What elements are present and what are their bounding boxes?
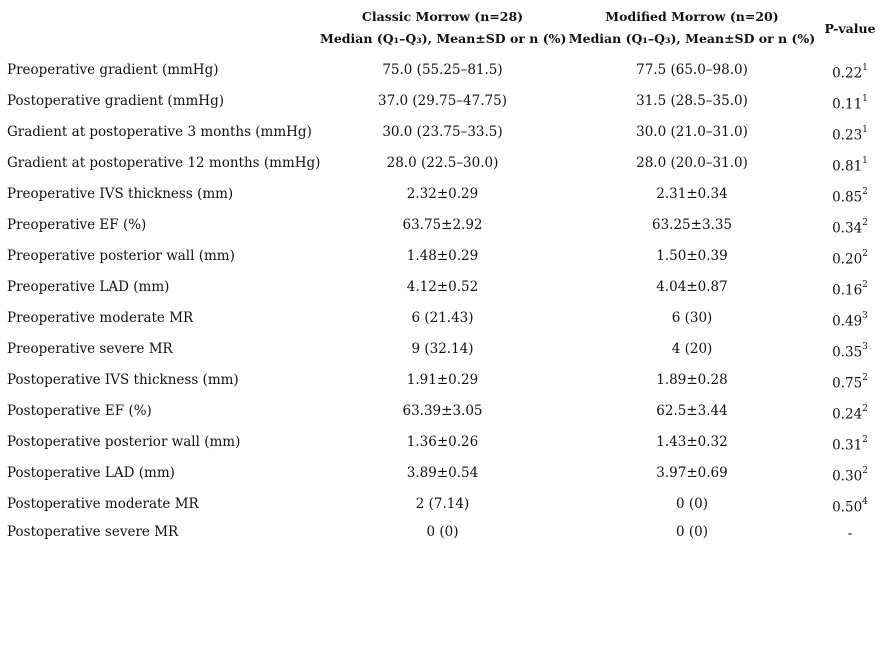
modified-morrow-value: 3.97±0.69	[656, 465, 728, 481]
modified-morrow-value: 77.5 (65.0–98.0)	[636, 62, 748, 78]
p-value: 0.11	[832, 96, 863, 113]
classic-morrow-value: 2 (7.14)	[415, 496, 470, 512]
footnote-marker: 1	[862, 63, 868, 73]
table-row	[0, 427, 886, 458]
row-label: Postoperative moderate MR	[7, 496, 199, 512]
footnote-marker: 1	[862, 156, 868, 166]
p-value-cell	[818, 179, 882, 214]
p-value-header: P-value	[824, 21, 876, 36]
footnote-marker: 1	[862, 94, 868, 104]
modified-morrow-value: 28.0 (20.0–31.0)	[636, 155, 748, 171]
table-row	[0, 86, 886, 117]
table-row	[0, 117, 886, 148]
modified-morrow-subtitle: Median (Q₁–Q₃), Mean±SD or n (%)	[568, 31, 816, 46]
table-row	[0, 272, 886, 303]
row-label: Postoperative gradient (mmHg)	[7, 93, 224, 109]
footnote-marker: 2	[862, 218, 868, 228]
modified-morrow-header	[568, 6, 816, 50]
modified-morrow-value: 4.04±0.87	[656, 279, 728, 295]
row-label: Gradient at postoperative 12 months (mmHg)	[7, 155, 321, 171]
classic-morrow-value: 63.75±2.92	[402, 217, 483, 233]
classic-morrow-value: 1.48±0.29	[406, 248, 479, 264]
row-label: Preoperative IVS thickness (mm)	[7, 186, 234, 202]
classic-morrow-value: 75.0 (55.25–81.5)	[382, 62, 503, 78]
p-value-cell	[818, 396, 882, 431]
footnote-marker: 2	[862, 466, 868, 476]
modified-morrow-value: 4 (20)	[671, 341, 713, 357]
modified-morrow-value: 0 (0)	[675, 524, 708, 540]
p-value: 0.22	[832, 65, 863, 82]
row-label: Preoperative gradient (mmHg)	[7, 62, 219, 78]
modified-morrow-value: 63.25±3.35	[651, 217, 733, 233]
table-row	[0, 334, 886, 365]
p-value: 0.30	[832, 468, 863, 485]
modified-morrow-value: 30.0 (21.0–31.0)	[636, 124, 748, 140]
footnote-marker: 3	[862, 342, 868, 352]
classic-morrow-value: 2.32±0.29	[406, 186, 479, 202]
p-value-cell	[818, 148, 882, 183]
p-value-cell	[818, 272, 882, 307]
table-row	[0, 517, 886, 548]
classic-morrow-value: 63.39±3.05	[402, 403, 483, 419]
classic-morrow-subtitle: Median (Q₁–Q₃), Mean±SD or n (%)	[320, 31, 567, 46]
classic-morrow-value: 28.0 (22.5–30.0)	[386, 155, 499, 171]
row-label: Postoperative LAD (mm)	[7, 465, 175, 481]
row-label: Postoperative severe MR	[7, 524, 179, 540]
p-value-cell	[818, 241, 882, 276]
p-value-cell	[818, 117, 882, 152]
classic-morrow-value: 0 (0)	[426, 524, 459, 540]
modified-morrow-value: 1.50±0.39	[656, 248, 728, 264]
footnote-marker: 2	[862, 404, 868, 414]
modified-morrow-value: 1.89±0.28	[656, 372, 728, 388]
classic-morrow-value: 3.89±0.54	[406, 465, 479, 481]
footnote-marker: 2	[862, 435, 868, 445]
table-row	[0, 179, 886, 210]
p-value: 0.24	[832, 406, 863, 423]
p-value-cell	[818, 55, 882, 90]
classic-morrow-value: 6 (21.43)	[411, 310, 474, 326]
classic-morrow-header	[320, 6, 565, 50]
footnote-marker: 2	[862, 187, 868, 197]
classic-morrow-value: 1.36±0.26	[406, 434, 479, 450]
modified-morrow-value: 2.31±0.34	[656, 186, 728, 202]
p-value: 0.35	[832, 344, 863, 361]
table-row	[0, 148, 886, 179]
row-label: Preoperative EF (%)	[7, 217, 147, 233]
table-row	[0, 396, 886, 427]
p-value-cell	[818, 517, 882, 550]
footnote-marker: 2	[862, 373, 868, 383]
p-value: 0.50	[832, 499, 863, 516]
modified-morrow-title: Modified Morrow (n=20)	[605, 9, 779, 24]
row-label: Gradient at postoperative 3 months (mmHg)	[7, 124, 312, 140]
modified-morrow-value: 1.43±0.32	[656, 434, 728, 450]
p-value: 0.49	[832, 313, 863, 330]
classic-morrow-value: 30.0 (23.75–33.5)	[382, 124, 503, 140]
modified-morrow-value: 62.5±3.44	[656, 403, 728, 419]
classic-morrow-title: Classic Morrow (n=28)	[361, 9, 524, 24]
table-row	[0, 241, 886, 272]
row-label: Postoperative posterior wall (mm)	[7, 434, 241, 450]
p-value: 0.34	[832, 220, 863, 237]
p-value-cell	[818, 86, 882, 121]
p-value-cell	[818, 210, 882, 245]
p-value: 0.16	[832, 282, 863, 299]
row-label: Preoperative LAD (mm)	[7, 279, 170, 295]
modified-morrow-value: 0 (0)	[675, 496, 708, 512]
p-value: 0.75	[832, 375, 863, 392]
row-label: Preoperative moderate MR	[7, 310, 194, 326]
p-value: 0.23	[832, 127, 863, 144]
table-row	[0, 210, 886, 241]
row-label: Preoperative posterior wall (mm)	[7, 248, 235, 264]
classic-morrow-value: 4.12±0.52	[406, 279, 479, 295]
p-value-cell	[818, 365, 882, 400]
footnote-marker: 3	[862, 311, 868, 321]
table-row	[0, 55, 886, 86]
p-value: 0.20	[832, 251, 863, 268]
p-value-cell	[818, 427, 882, 462]
footnote-marker: 2	[862, 280, 868, 290]
modified-morrow-value: 31.5 (28.5–35.0)	[636, 93, 748, 109]
p-value-cell	[818, 303, 882, 338]
classic-morrow-value: 1.91±0.29	[406, 372, 479, 388]
footnote-marker: 1	[862, 125, 868, 135]
row-label: Postoperative IVS thickness (mm)	[7, 372, 239, 388]
modified-morrow-value: 6 (30)	[671, 310, 713, 326]
classic-morrow-value: 9 (32.14)	[411, 341, 474, 357]
p-value-cell	[818, 458, 882, 493]
table-row	[0, 303, 886, 334]
table-row	[0, 458, 886, 489]
p-value: 0.81	[832, 158, 863, 175]
table-row	[0, 365, 886, 396]
p-value: 0.31	[832, 437, 863, 454]
row-label: Postoperative EF (%)	[7, 403, 152, 419]
classic-morrow-value: 37.0 (29.75–47.75)	[378, 93, 507, 109]
row-label: Preoperative severe MR	[7, 341, 173, 357]
footnote-marker: 4	[862, 497, 868, 507]
table-row	[0, 489, 886, 520]
footnote-marker: 2	[862, 249, 868, 259]
p-value: 0.85	[832, 189, 863, 206]
p-value-cell	[818, 334, 882, 369]
p-value: -	[847, 525, 853, 542]
